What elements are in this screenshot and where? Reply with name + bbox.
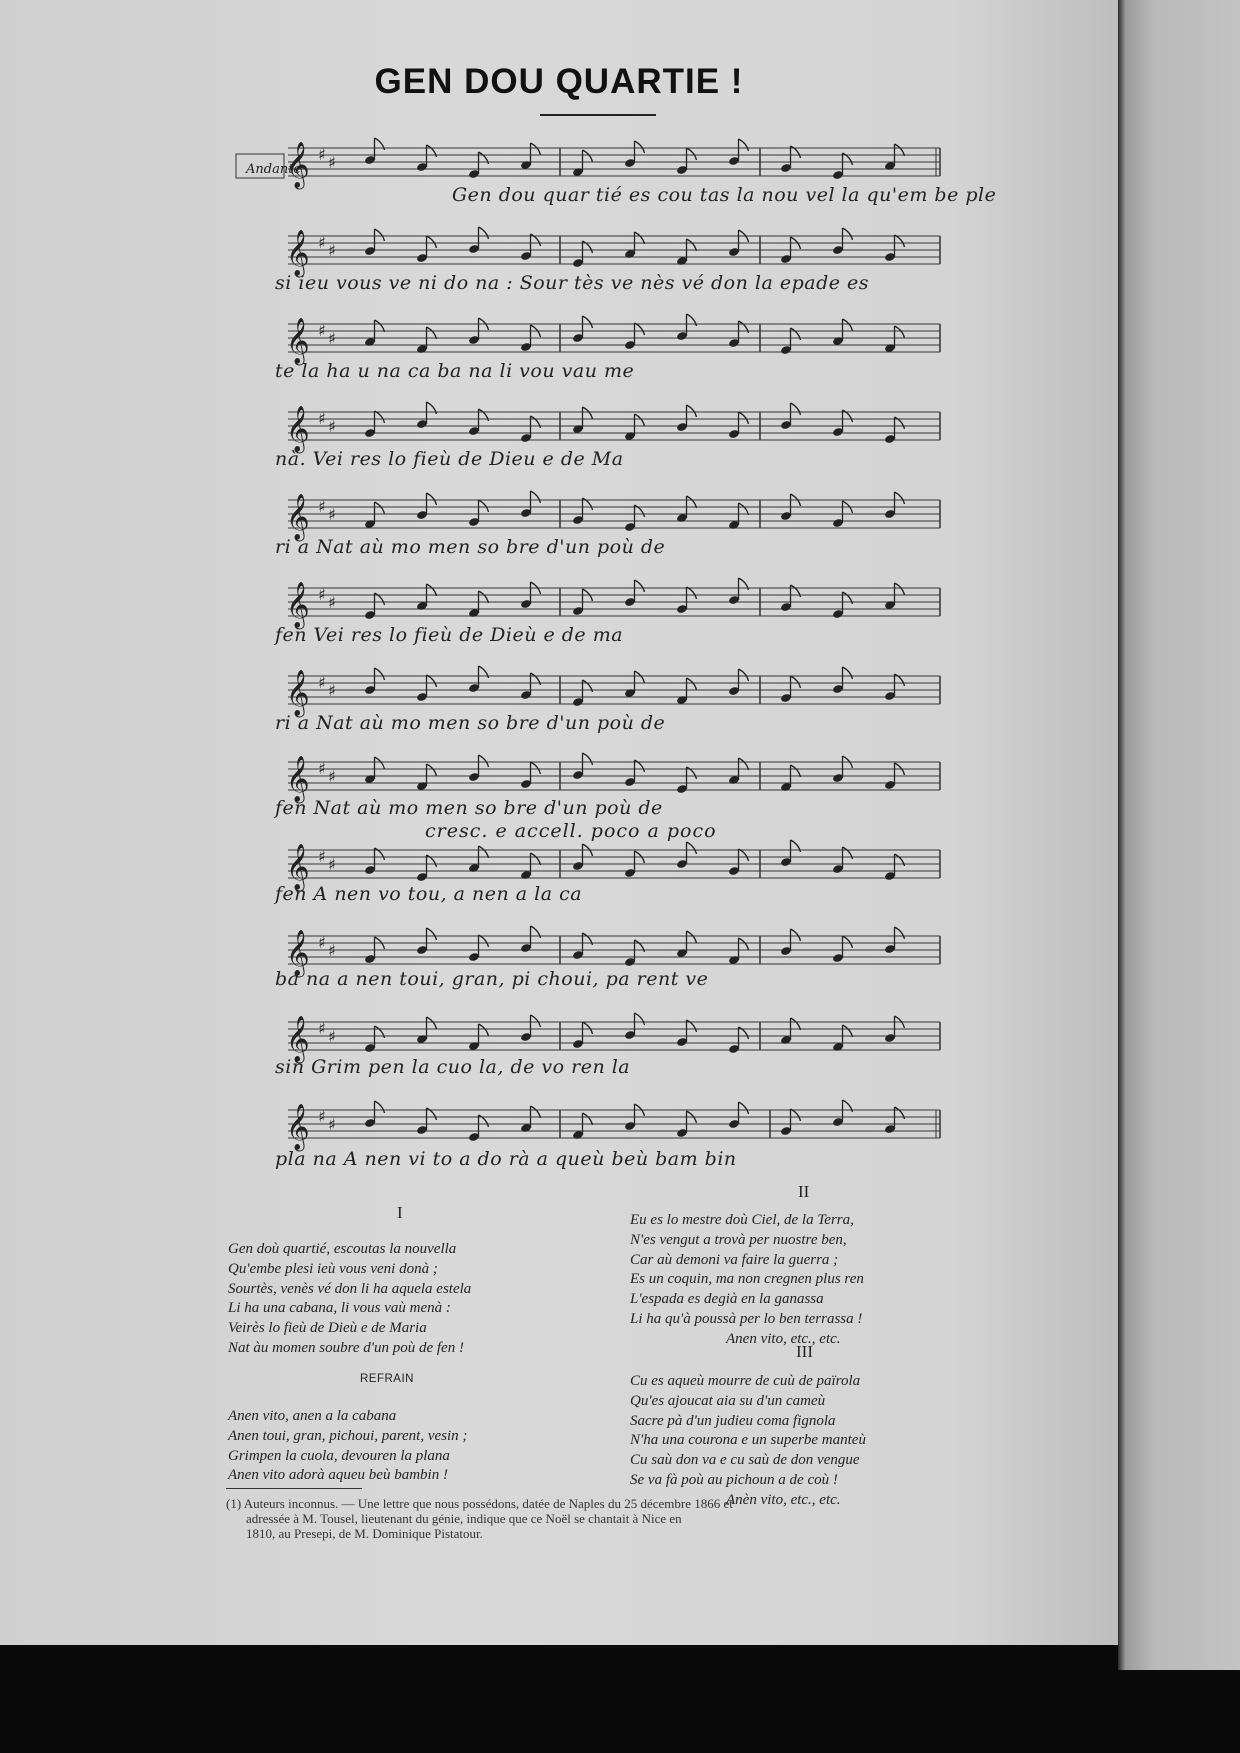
note-flag: [375, 502, 385, 514]
note-flag: [479, 755, 489, 767]
sharp-icon: ♯: [328, 767, 336, 786]
sharp-icon: ♯: [318, 673, 326, 692]
treble-clef-icon: 𝄞: [286, 1016, 310, 1062]
verse-2-line: Es un coquin, ma non cregnen plus ren: [630, 1271, 864, 1288]
note-flag: [375, 1101, 385, 1113]
note-flag: [375, 320, 385, 332]
sharp-icon: ♯: [328, 329, 336, 348]
note-flag: [843, 936, 853, 948]
verse-3: [630, 1372, 866, 1511]
note-flag: [375, 411, 385, 423]
note-flag: [531, 143, 541, 155]
verse-2-line: Li ha qu'à poussà per lo ben terrassa !: [630, 1310, 863, 1327]
verse-1-line: Qu'embe plesi ieù vous veni donà ;: [228, 1260, 438, 1277]
note-flag: [687, 148, 697, 160]
verse-3-line: Sacre pà d'un judieu coma fignola: [630, 1412, 836, 1429]
note-flag: [739, 938, 749, 950]
treble-clef-icon: 𝄞: [286, 142, 310, 188]
note-flag: [739, 412, 749, 424]
treble-clef-icon: 𝄞: [286, 230, 310, 276]
note-flag: [635, 414, 645, 426]
treble-clef-icon: 𝄞: [286, 406, 310, 452]
note-flag: [583, 150, 593, 162]
lyric-line-4: nà. Vei res lo fieù de Dieu e de Ma: [275, 448, 624, 470]
verse-1-line: Sourtès, venès vé don li ha aquela estela: [228, 1280, 472, 1297]
note-flag: [791, 403, 801, 415]
footnote-line: (1) Auteurs inconnus. — Une lettre que nous possédons, datée de Naples du 25 décembre 1866 et: [226, 1496, 733, 1511]
note-flag: [843, 228, 853, 240]
footnote-rule: [226, 1488, 362, 1489]
lyric-line-12: pla na A nen vi to a do rà a queù beù bam bin: [275, 1148, 737, 1170]
note-flag: [843, 667, 853, 679]
sharp-icon: ♯: [318, 1107, 326, 1126]
verse-2-line: L'espada es degià en la ganassa: [630, 1291, 824, 1308]
verse-3-line: Cu es aqueù mourre de cuù de païrola: [630, 1373, 861, 1389]
lyric-line-9: fen A nen vo tou, a nen a la ca: [275, 883, 583, 905]
sharp-icon: ♯: [328, 593, 336, 612]
note-flag: [479, 846, 489, 858]
page-edge: [1118, 0, 1240, 1670]
note-flag: [895, 492, 905, 504]
note-flag: [531, 1015, 541, 1027]
lyric-line-3: te la ha u na ca ba na li vou vau me: [275, 360, 635, 382]
note-flag: [687, 931, 697, 943]
note-flag: [791, 1018, 801, 1030]
verse-3-line: Cu saù don va e cu saù de don vengue: [630, 1452, 860, 1469]
note-flag: [583, 316, 593, 328]
note-flag: [427, 493, 437, 505]
note-flag: [687, 239, 697, 251]
treble-clef-icon: 𝄞: [286, 1104, 310, 1150]
lyric-line-5: ri a Nat aù mo men so bre d'un poù de: [275, 536, 666, 558]
note-flag: [687, 496, 697, 508]
note-flag: [635, 671, 645, 683]
note-flag: [687, 678, 697, 690]
note-flag: [531, 491, 541, 503]
tempo-marking: Andante: [246, 162, 302, 177]
note-flag: [895, 235, 905, 247]
note-flag: [531, 1106, 541, 1118]
note-flag: [375, 757, 385, 769]
footnote: [226, 1496, 986, 1541]
sharp-icon: ♯: [318, 847, 326, 866]
verse-2-numeral: II: [798, 1182, 810, 1201]
note-flag: [895, 927, 905, 939]
note-flag: [583, 753, 593, 765]
note-flag: [843, 1025, 853, 1037]
sharp-icon: ♯: [328, 417, 336, 436]
sharp-icon: ♯: [318, 933, 326, 952]
note-flag: [583, 1022, 593, 1034]
note-flag: [427, 1017, 437, 1029]
verse-3-line: Qu'es ajoucat aia su d'un cameù: [630, 1392, 826, 1409]
refrain: [228, 1407, 467, 1486]
note-flag: [427, 327, 437, 339]
note-flag: [479, 591, 489, 603]
note-flag: [791, 765, 801, 777]
treble-clef-icon: 𝄞: [286, 582, 310, 628]
note-flag: [895, 144, 905, 156]
sharp-icon: ♯: [328, 941, 336, 960]
note-flag: [895, 326, 905, 338]
sharp-icon: ♯: [318, 759, 326, 778]
verse-1-line: Li ha una cabana, li vous vaù menà :: [228, 1300, 451, 1317]
note-flag: [739, 758, 749, 770]
note-flag: [739, 139, 749, 151]
note-flag: [687, 587, 697, 599]
note-flag: [427, 928, 437, 940]
lyric-line-1: Gen dou quar tié es cou tas la nou vel la qu'em be ple: [452, 184, 997, 206]
note-flag: [479, 227, 489, 239]
refrain-line: Anen toui, gran, pichoui, parent, vesin ;: [228, 1427, 468, 1444]
footnote-line: 1810, au Presepi, de M. Dominique Pistatour.: [246, 1526, 483, 1541]
note-flag: [427, 584, 437, 596]
sharp-icon: ♯: [318, 497, 326, 516]
verse-3-line: Anèn vito, etc., etc.: [726, 1491, 841, 1508]
treble-clef-icon: 𝄞: [286, 844, 310, 890]
note-flag: [635, 1013, 645, 1025]
verse-1-line: Veirès lo fieù de Dieù e de Maria: [228, 1320, 427, 1337]
lyric-line-10: ba na a nen toui, gran, pi choui, pa rent ve: [275, 968, 709, 990]
note-flag: [739, 1102, 749, 1114]
sharp-icon: ♯: [318, 233, 326, 252]
verse-2: [630, 1211, 864, 1350]
note-flag: [739, 849, 749, 861]
lyric-line-7: ri a Nat aù mo men so bre d'un poù de: [275, 712, 666, 734]
note-flag: [791, 1109, 801, 1121]
treble-clef-icon: 𝄞: [286, 930, 310, 976]
sharp-icon: ♯: [328, 1115, 336, 1134]
treble-clef-icon: 𝄞: [286, 318, 310, 364]
note-flag: [687, 405, 697, 417]
note-flag: [843, 319, 853, 331]
sharp-icon: ♯: [328, 681, 336, 700]
refrain-line: Anen vito, anen a la cabana: [228, 1408, 397, 1424]
note-flag: [427, 236, 437, 248]
footnote-line: adressée à M. Tousel, lieutenant du génie, indique que ce Noël se chantait à Nice en: [246, 1511, 682, 1526]
lyric-line-2: si ieu vous ve ni do na : Sour tès ve nès vé don la epade es: [275, 272, 870, 294]
lyric-line-6: fen Vei res lo fieù de Dieù e de ma: [275, 624, 624, 646]
note-flag: [739, 669, 749, 681]
note-flag: [635, 323, 645, 335]
note-flag: [375, 229, 385, 241]
sharp-icon: ♯: [318, 1019, 326, 1038]
note-flag: [583, 407, 593, 419]
note-flag: [375, 668, 385, 680]
verse-3-line: N'ha una courona e un superbe manteù: [630, 1432, 866, 1449]
treble-clef-icon: 𝄞: [286, 494, 310, 540]
verse-1-line: Nat àu momen soubre d'un poù de fen !: [228, 1339, 464, 1356]
lyric-line-8: fen Nat aù mo men so bre d'un poù de: [275, 797, 663, 819]
note-flag: [635, 580, 645, 592]
note-flag: [739, 503, 749, 515]
note-flag: [583, 1113, 593, 1125]
note-flag: [427, 764, 437, 776]
verse-2-line: Eu es lo mestre doù Ciel, de la Terra,: [630, 1212, 854, 1228]
sharp-icon: ♯: [318, 321, 326, 340]
note-flag: [635, 232, 645, 244]
verse-2-line: Car aù demoni va faire la guerra ;: [630, 1251, 839, 1268]
verse-1-line: Gen doù quartié, escoutas la nouvella: [228, 1241, 457, 1257]
refrain-line: Grimpen la cuola, devouren la plana: [228, 1447, 450, 1464]
note-flag: [531, 853, 541, 865]
dynamics-marking: cresc. e accell. poco a poco: [425, 820, 717, 842]
sharp-icon: ♯: [328, 241, 336, 260]
verse-3-numeral: III: [796, 1342, 813, 1361]
note-flag: [687, 842, 697, 854]
sharp-icon: ♯: [318, 585, 326, 604]
verse-1-numeral: I: [397, 1203, 403, 1222]
note-flag: [791, 676, 801, 688]
sharp-icon: ♯: [328, 153, 336, 172]
verse-1: [228, 1240, 471, 1359]
lyric-line-11: sin Grim pen la cuo la, de vo ren la: [275, 1056, 631, 1078]
note-flag: [479, 1024, 489, 1036]
song-title: GEN DOU QUARTIE !: [374, 62, 744, 101]
sharp-icon: ♯: [328, 1027, 336, 1046]
sharp-icon: ♯: [318, 145, 326, 164]
sharp-icon: ♯: [328, 505, 336, 524]
refrain-heading: REFRAIN: [360, 1373, 414, 1385]
treble-clef-icon: 𝄞: [286, 670, 310, 716]
refrain-line: Anen vito adorà aqueu beù bambin !: [228, 1467, 448, 1484]
note-flag: [427, 675, 437, 687]
sharp-icon: ♯: [318, 409, 326, 428]
verse-2-line: Anen vito, etc., etc.: [726, 1330, 841, 1347]
note-flag: [479, 935, 489, 947]
note-flag: [531, 762, 541, 774]
treble-clef-icon: 𝄞: [286, 756, 310, 802]
note-flag: [791, 929, 801, 941]
note-flag: [895, 583, 905, 595]
verse-3-line: Se va fà poù au pichoun a de coù !: [630, 1471, 838, 1488]
note-flag: [479, 500, 489, 512]
verse-2-line: N'es vengut a trovà per nuostre ben,: [630, 1231, 847, 1248]
note-flag: [635, 141, 645, 153]
sharp-icon: ♯: [328, 855, 336, 874]
